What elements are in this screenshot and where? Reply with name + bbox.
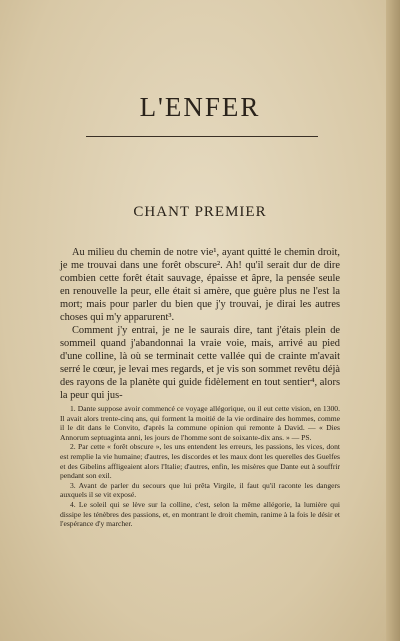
paragraph: Au milieu du chemin de notre vie¹, ayant quitté le chemin droit, je me trouvai dans une forêt obscure². Ah! qu'il serait dur de dire combien cette forêt était sauvage, épaisse et âpre, la pensée seule en renouvelle la peur, elle était si amère, que guère plus ne l'est la mort; mais pour parler du bien que j'y trouvai, je dirai les autres choses qui m'y apparurent³.	[60, 247, 340, 323]
footnote: 1. Dante suppose avoir commencé ce voyage allégorique, ou il eut cette vision, en 1300. Il avait alors trente-cinq ans, qui forment la moitié de la vie ordinaire des hommes, comme il le dit dans le Convito, d'après la commune opinion qui remonte à David. — « Dies Annorum septuaginta anni, les jours de l'homme sont de soixante-dix ans. » — PS.	[60, 404, 340, 442]
page-title: L'ENFER	[139, 92, 261, 122]
footnote: 3. Avant de parler du secours que lui prêta Virgile, il faut qu'il raconte les dangers auxquels il se vit exposé.	[60, 480, 340, 500]
chant-title: CHANT PREMIER	[133, 204, 267, 220]
footnotes	[60, 404, 340, 529]
footnote: 4. Le soleil qui se lève sur la colline, c'est, selon la même allégorie, la lumière qui dissipe les ténèbres des passions, et, en montrant le droit chemin, ranime à la fois le désir et l'espérance d'y marcher.	[60, 499, 340, 529]
title-rule	[86, 136, 318, 137]
paragraph: Comment j'y entrai, je ne le saurais dire, tant j'étais plein de sommeil quand j'abandonnai la vraie voie, mais, arrivé au pied d'une colline, là où se terminait cette vallée qui de crainte m'avait serré le cœur, je levai mes regards, et je vis son sommet revêtu déjà des rayons de la planète qui guide fidèlement en tout sentier⁴, alors la peur qui jus-	[60, 325, 340, 401]
body-text	[60, 246, 340, 402]
footnote: 2. Par cette « forêt obscure », les uns entendent les erreurs, les passions, les vices, dont est remplie la vie humaine; d'autres, les discordes et les maux dont les querelles des Guelfes et des Gibelins affligeaient alors l'Italie; d'autres, enfin, les misères que Dante eut à souffrir pendant son exil.	[60, 442, 340, 481]
